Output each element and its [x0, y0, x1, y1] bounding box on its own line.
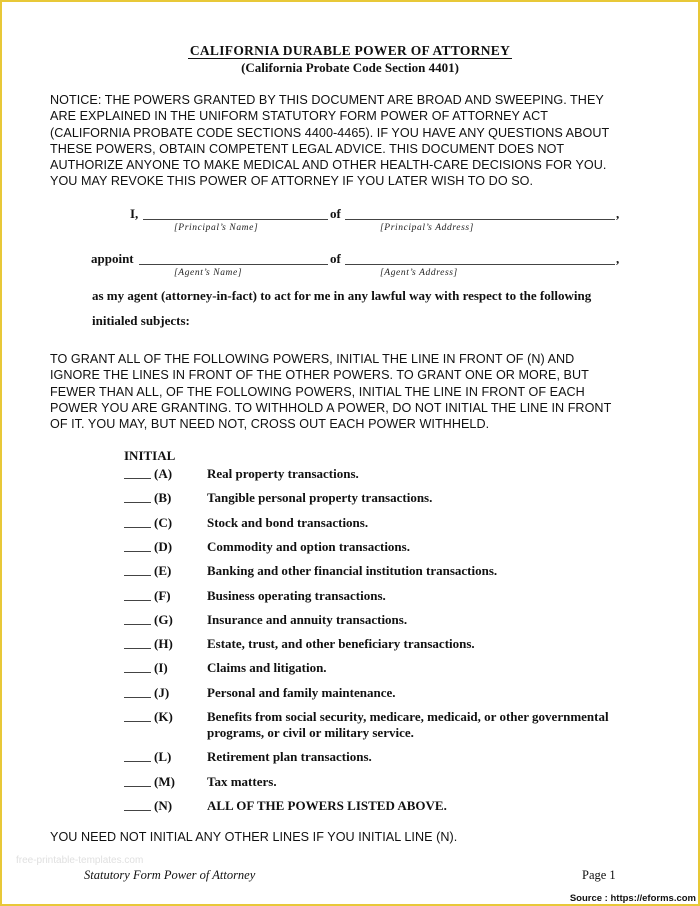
initial-blank-field[interactable] [124, 761, 151, 762]
initial-blank-field[interactable] [124, 721, 151, 722]
watermark-text: free-printable-templates.com [16, 855, 144, 866]
power-letter: (N) [154, 798, 173, 813]
power-description: Real property transactions. [207, 466, 359, 481]
power-description: ALL OF THE POWERS LISTED ABOVE. [207, 798, 447, 813]
initial-blank-field[interactable] [124, 786, 151, 787]
power-letter: (I) [154, 660, 168, 675]
power-letter: (D) [154, 539, 173, 554]
agent-address-caption: [Agent’s Address] [380, 268, 458, 278]
initial-blank-field[interactable] [124, 672, 151, 673]
principal-name-caption: [Principal’s Name] [174, 223, 259, 233]
principal-name-field[interactable] [143, 219, 328, 220]
agent-name-caption: [Agent’s Name] [174, 268, 243, 278]
initial-blank-field[interactable] [124, 551, 151, 552]
agent-address-field[interactable] [345, 264, 615, 265]
power-letter: (G) [154, 612, 173, 627]
power-description: Commodity and option transactions. [207, 539, 410, 554]
footer-page-number: Page 1 [582, 868, 616, 882]
power-letter: (J) [154, 685, 170, 700]
principal-address-field[interactable] [345, 219, 615, 220]
initial-blank-field[interactable] [124, 624, 151, 625]
power-description: Business operating transactions. [207, 588, 386, 603]
power-letter: (L) [154, 749, 172, 764]
power-description: Insurance and annuity transactions. [207, 612, 408, 627]
source-credit: Source : https://eforms.com [569, 893, 696, 904]
initial-blank-field[interactable] [124, 502, 151, 503]
power-description: Claims and litigation. [207, 660, 327, 675]
power-description: Stock and bond transactions. [207, 515, 369, 530]
instructions-paragraph: TO GRANT ALL OF THE FOLLOWING POWERS, INITIAL THE LINE IN FRONT OF (N) AND IGNORE THE LINES IN FRONT OF THE OTHER POWERS. TO GRANT ONE OR MORE, BUT FEWER THAN ALL, OF THE FOLLOWING POWERS, INITIAL THE LINE IN FRONT OF EACH POWER YOU ARE GRANTING. TO WITHHOLD A POWER, DO NOT INITIAL THE LINE IN FRONT OF IT. YOU MAY, BUT NEED NOT, CROSS OUT EACH POWER WITHHELD. [50, 352, 612, 432]
power-description: Personal and family maintenance. [207, 685, 396, 700]
initial-blank-field[interactable] [124, 810, 151, 811]
power-description: Retirement plan transactions. [207, 749, 372, 764]
initial-blank-field[interactable] [124, 697, 151, 698]
agent-row: appoint of , [Agent’s Name] [Agent’s Address] [91, 251, 620, 278]
power-letter: (K) [154, 709, 173, 724]
document-title: CALIFORNIA DURABLE POWER OF ATTORNEY [189, 43, 511, 58]
power-letter: (E) [154, 563, 172, 578]
power-letter: (H) [154, 636, 173, 651]
power-description: Tax matters. [207, 774, 277, 789]
power-letter: (C) [154, 515, 173, 530]
power-description: Banking and other financial institution transactions. [207, 563, 498, 578]
agent-name-field[interactable] [139, 264, 328, 265]
power-letter: (F) [154, 588, 171, 603]
agent-authority-text-cont: initialed subjects: [92, 313, 190, 328]
document-page [2, 2, 698, 904]
initial-blank-field[interactable] [124, 600, 151, 601]
footer-form-name: Statutory Form Power of Attorney [84, 868, 256, 882]
document-subtitle: (California Probate Code Section 4401) [241, 60, 459, 75]
power-letter: (A) [154, 466, 173, 481]
initial-blank-field[interactable] [124, 648, 151, 649]
principal-row: I, of , [Principal’s Name] [Principal’s Address] [130, 206, 620, 233]
power-description: Estate, trust, and other beneficiary transactions. [207, 636, 475, 651]
agent-authority-text: as my agent (attorney-in-fact) to act for me in any lawful way with respect to the following [92, 288, 592, 303]
notice-paragraph: NOTICE: THE POWERS GRANTED BY THIS DOCUMENT ARE BROAD AND SWEEPING. THEY ARE EXPLAINED IN THE UNIFORM STATUTORY FORM POWER OF ATTORNEY ACT (CALIFORNIA PROBATE CODE SECTIONS 4400-4465). IF YOU HAVE ANY QUESTIONS ABOUT THESE POWERS, OBTAIN COMPETENT LEGAL ADVICE. THIS DOCUMENT DOES NOT AUTHORIZE ANYONE TO MAKE MEDICAL AND OTHER HEALTH-CARE DECISIONS FOR YOU. YOU MAY REVOKE THIS POWER OF ATTORNEY IF YOU LATER WISH TO DO SO. [50, 93, 610, 189]
initial-blank-field[interactable] [124, 527, 151, 528]
power-description: Benefits from social security, medicare, medicaid, or other governmental programs, or civil or military service. [207, 709, 609, 740]
power-description: Tangible personal property transactions. [207, 490, 433, 505]
power-letter: (M) [154, 774, 175, 789]
closing-note: YOU NEED NOT INITIAL ANY OTHER LINES IF YOU INITIAL LINE (N). [50, 830, 458, 844]
power-letter: (B) [154, 490, 172, 505]
initial-blank-field[interactable] [124, 575, 151, 576]
initial-blank-field[interactable] [124, 478, 151, 479]
initial-heading: INITIAL [124, 448, 176, 463]
principal-address-caption: [Principal’s Address] [380, 223, 474, 233]
